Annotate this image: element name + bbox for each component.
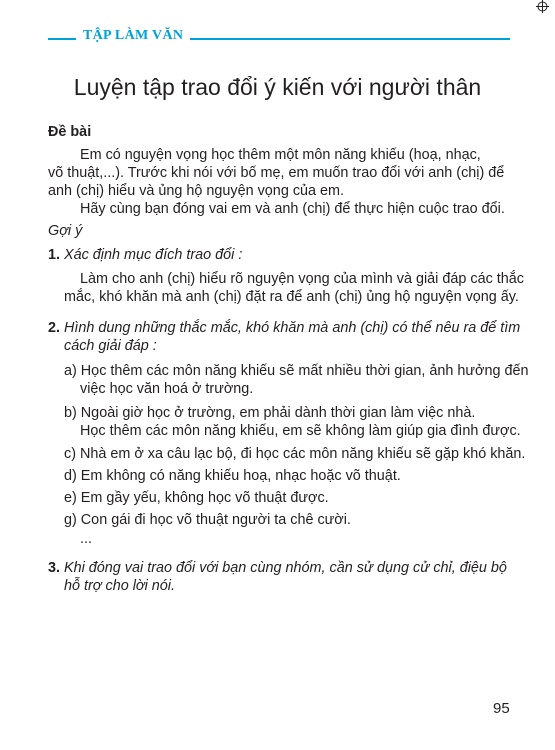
sub-item: việc học văn hoá ở trường. bbox=[80, 381, 254, 397]
item-number: 2. bbox=[48, 320, 61, 336]
header-rule-right bbox=[190, 38, 510, 40]
assignment-line: Hãy cùng bạn đóng vai em và anh (chị) để thực hiện cuộc trao đổi. bbox=[80, 201, 505, 217]
assignment-line: võ thuật,...). Trước khi nói với bố mẹ, em muốn trao đổi với anh (chị) để bbox=[48, 165, 505, 181]
sub-item: c) Nhà em ở xa câu lạc bộ, đi học các môn năng khiếu sẽ gặp khó khăn. bbox=[64, 446, 526, 462]
assignment-line: Em có nguyện vọng học thêm một môn năng khiếu (hoạ, nhạc, bbox=[80, 147, 481, 163]
item-body-line: mắc, khó khăn mà anh (chị) đặt ra để anh (chị) ủng hộ nguyện vọng ấy. bbox=[64, 289, 519, 305]
ellipsis: ... bbox=[80, 531, 92, 547]
item-title: Hình dung những thắc mắc, khó khăn mà anh (chị) có thể nêu ra để tìm bbox=[64, 320, 521, 336]
sub-item: Học thêm các môn năng khiếu, em sẽ không làm giúp gia đình được. bbox=[80, 423, 521, 439]
assignment-line: anh (chị) hiểu và ủng hộ nguyện vọng của em. bbox=[48, 183, 345, 199]
item-title: cách giải đáp : bbox=[64, 338, 157, 354]
lesson-title: Luyện tập trao đổi ý kiến với người thân bbox=[73, 74, 482, 100]
section-label: TẬP LÀM VĂN bbox=[83, 28, 184, 43]
registration-mark-icon bbox=[536, 0, 549, 13]
item-title: Khi đóng vai trao đổi với bạn cùng nhóm, cần sử dụng cử chỉ, điệu bộ bbox=[64, 560, 507, 576]
item-title: Xác định mục đích trao đổi : bbox=[64, 247, 243, 263]
item-title: hỗ trợ cho lời nói. bbox=[64, 578, 175, 594]
sub-item: e) Em gầy yếu, không học võ thuật được. bbox=[64, 490, 329, 506]
item-number: 1. bbox=[48, 247, 61, 263]
sub-item: b) Ngoài giờ học ở trường, em phải dành thời gian làm việc nhà. bbox=[64, 405, 476, 421]
hints-heading: Gợi ý bbox=[48, 223, 83, 239]
sub-item: d) Em không có năng khiếu hoạ, nhạc hoặc võ thuật. bbox=[64, 468, 401, 484]
item-number: 3. bbox=[48, 560, 61, 576]
assignment-heading: Đề bài bbox=[48, 124, 92, 140]
header-rule-left bbox=[48, 38, 76, 40]
section-header bbox=[48, 28, 510, 48]
item-body-line: Làm cho anh (chị) hiểu rõ nguyện vọng của mình và giải đáp các thắc bbox=[80, 271, 524, 287]
sub-item: a) Học thêm các môn năng khiếu sẽ mất nhiều thời gian, ảnh hưởng đến bbox=[64, 363, 529, 379]
sub-item: g) Con gái đi học võ thuật người ta chê cười. bbox=[64, 512, 351, 528]
page-number: 95 bbox=[493, 700, 510, 717]
